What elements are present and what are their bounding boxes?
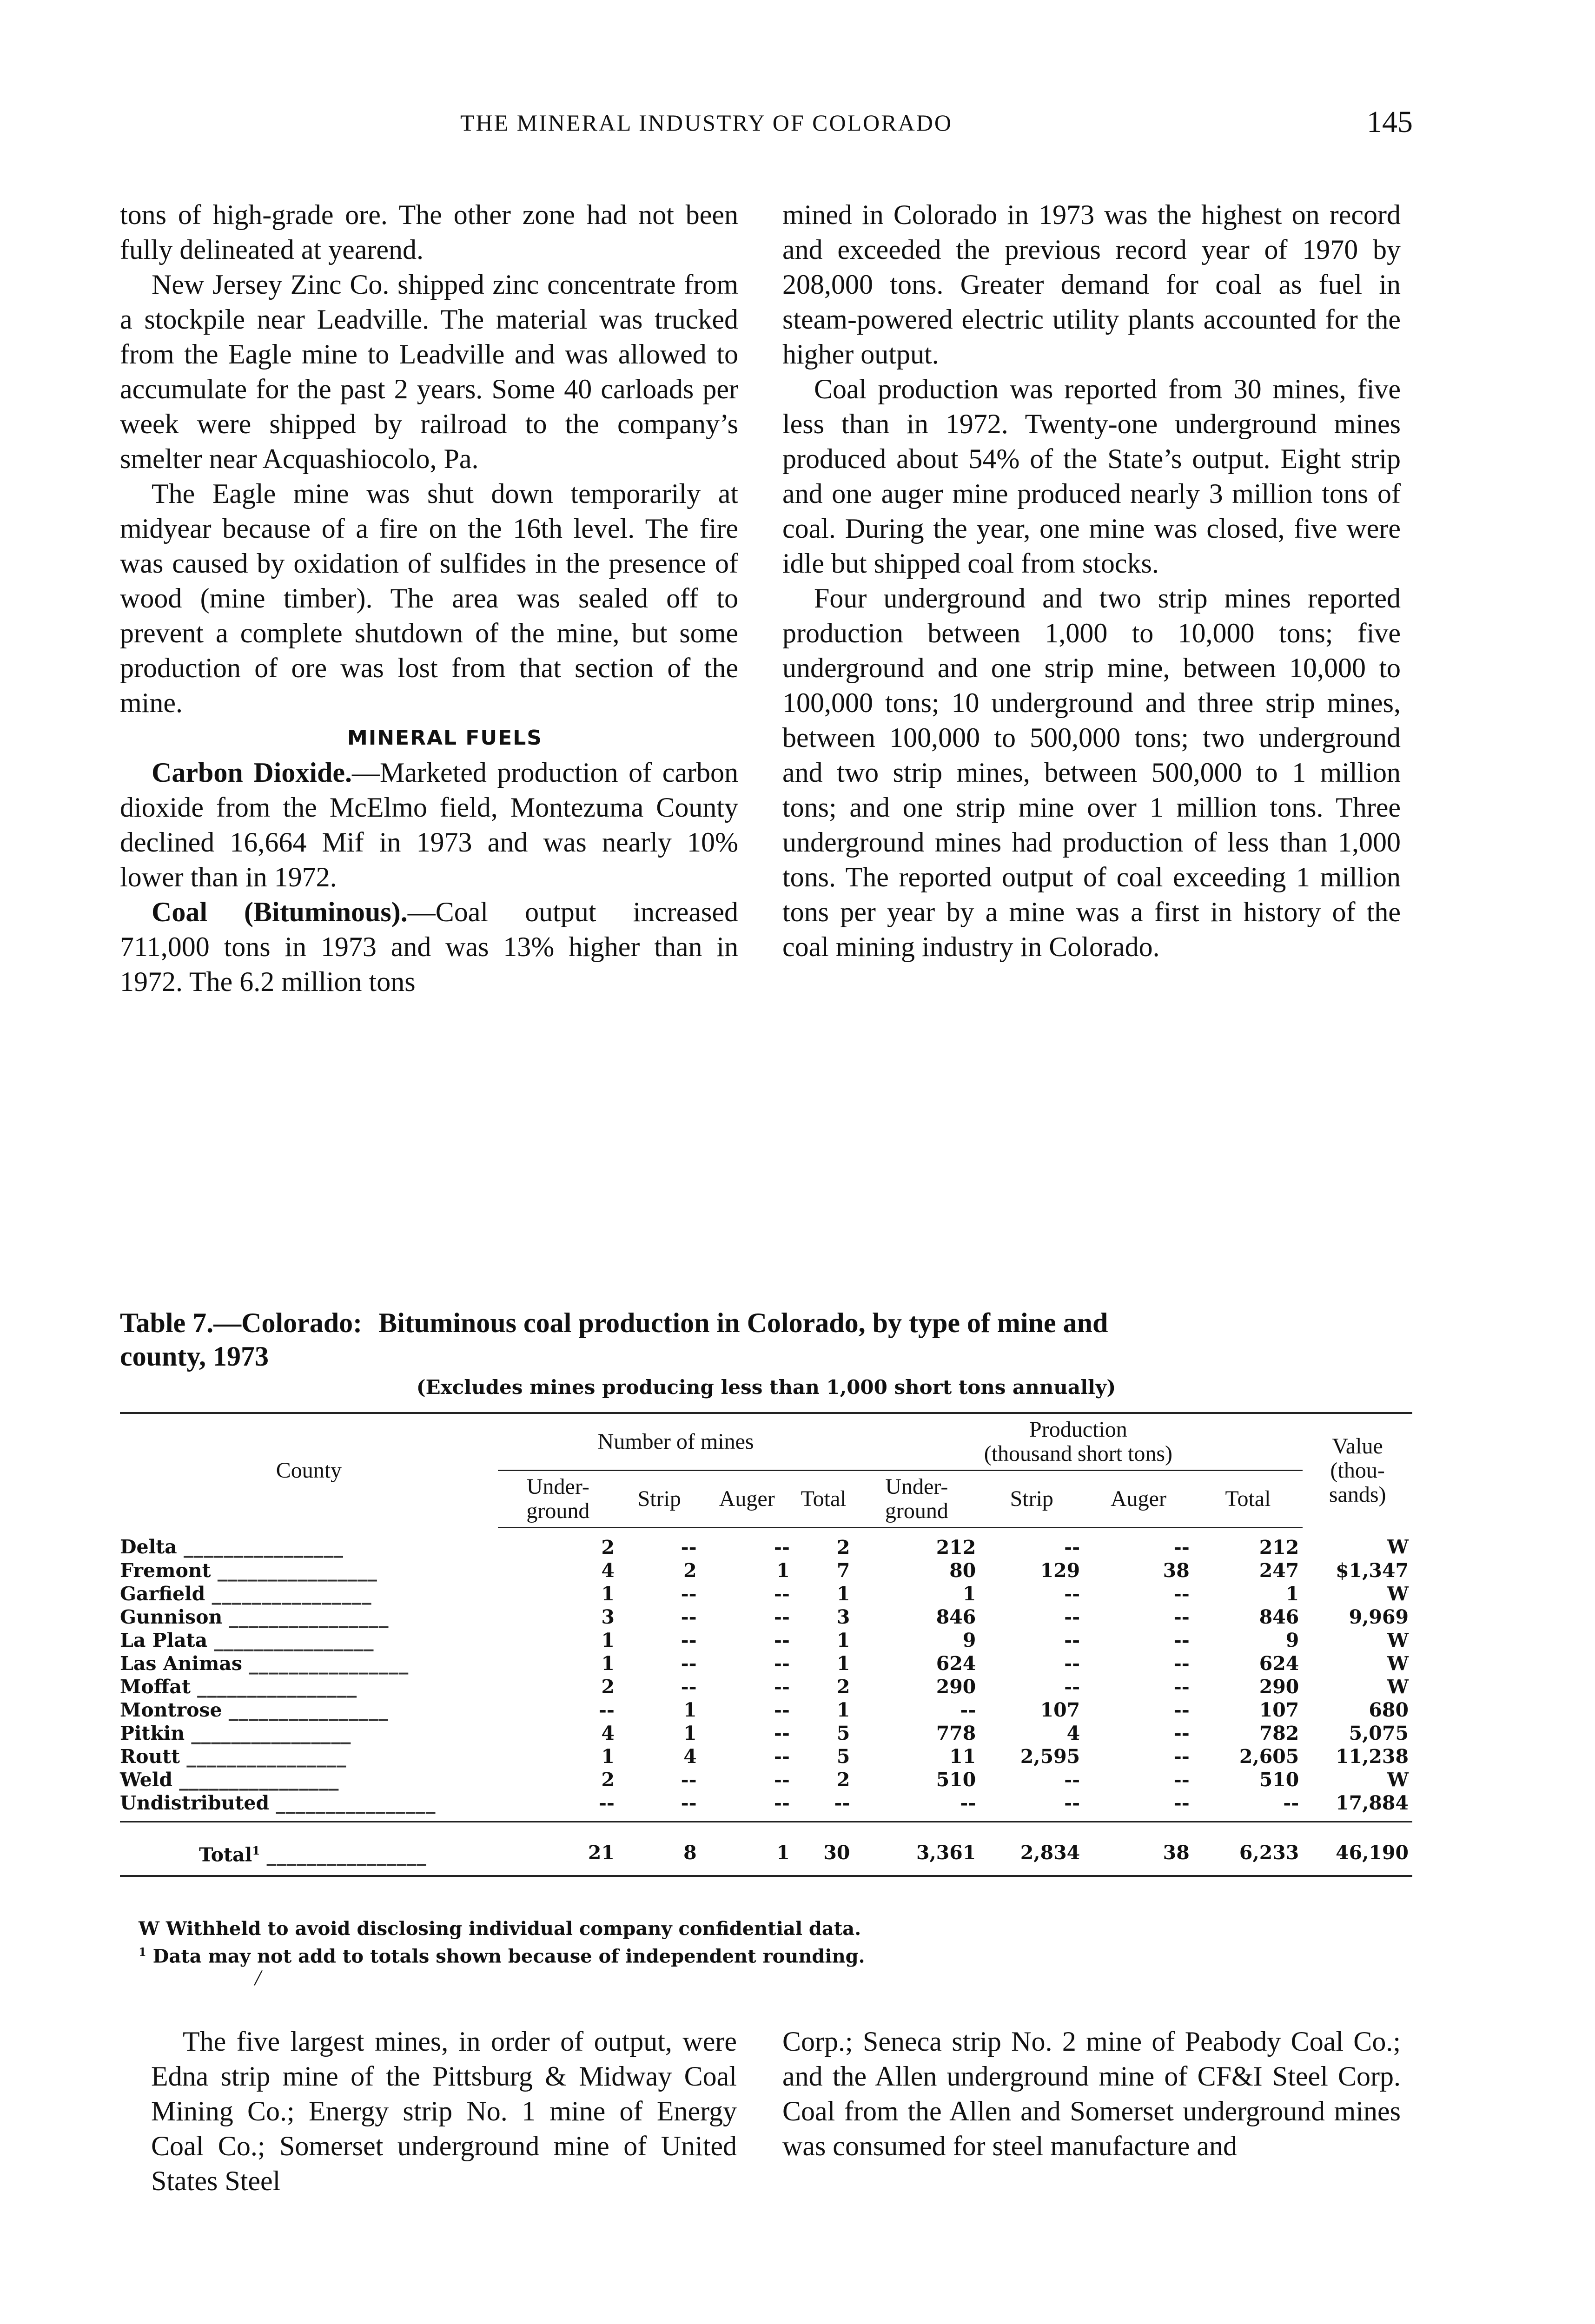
cell-m-strip: -- [681,1629,697,1651]
table-row [120,1745,1412,1768]
dot-leader: ________________ [197,1676,357,1698]
county-name: Las Animas [120,1652,242,1675]
paragraph: Four underground and two strip mines reported production between 1,000 to 10,000 tons; five underground and one strip mine, between 10,000 to 100,000 tons; 10 underground and three strip mines, between 100,000 to 500,000 tons; two underground and two strip mines, between 500,000 to 1 million tons; and one strip mine over 1 million tons. Three underground mines had production of less than 1,000 tons. The reported output of coal exceeding 1 million tons per year by a mine was a first in history of the coal mining industry in Colorado. [782,583,1401,962]
cell-p-under: 9 [962,1629,976,1651]
dot-leader: ________________ [276,1792,436,1814]
cell-m-auger: -- [774,1699,790,1721]
paragraph: Coal production was reported from 30 mines, five less than in 1972. Twenty-one underground mines produced about 54% of the State’s output. Eight strip and one auger mine produced nearly 3 million tons of coal. During the year, one mine was closed, five were idle but shipped coal from stocks. [782,374,1401,579]
county-cell [120,1528,498,1559]
cell-m-strip: -- [681,1536,697,1558]
cell-p-strip: -- [1064,1792,1080,1814]
cell-p-under: 290 [936,1676,976,1698]
page-number: 145 [1367,105,1413,139]
cell-p-strip: 107 [1040,1699,1080,1721]
table-row [120,1768,1412,1791]
cell-m-under: 1 [601,1583,615,1605]
cell-m-total: 5 [836,1722,850,1744]
cell-m-under: 4 [601,1559,615,1582]
dot-leader: ________________ [228,1699,389,1721]
header-mines-underground: Under-ground [498,1471,618,1528]
cell-p-total: 107 [1259,1699,1299,1721]
cell-m-auger: -- [774,1769,790,1791]
footnote-mark: 1 [139,1945,146,1959]
cell-p-under: -- [960,1699,976,1721]
footnote-rounding [120,1941,1412,1968]
cell-m-total: 2 [836,1536,850,1558]
cell-m-under: 1 [601,1652,615,1675]
cell-m-total: 2 [836,1676,850,1698]
county-cell [120,1722,498,1745]
cell-p-auger: -- [1173,1629,1190,1651]
cell-p-auger: -- [1173,1745,1190,1768]
table-row [120,1528,1412,1559]
paragraph: The Eagle mine was shut down temporarily at midyear because of a fire on the 16th level. The fire was caused by oxidation of sulfides in the presence of wood (mine timber). The area was sealed off to prevent a complete shutdown of the mine, but some production of ore was lost from that section of the mine. [120,478,738,718]
table-row [120,1698,1412,1722]
cell-p-total: 290 [1259,1676,1299,1698]
total-m-strip: 8 [618,1822,701,1876]
county-cell [120,1675,498,1698]
cell-p-total: 212 [1259,1536,1299,1558]
cell-m-auger: -- [774,1745,790,1768]
total-p-auger: 38 [1084,1822,1193,1876]
paragraph-carbon-dioxide [120,755,738,895]
cell-p-under: 510 [936,1769,976,1791]
header-production-strip: Strip [980,1471,1084,1528]
dot-leader: ________________ [217,1559,377,1582]
county-name: Fremont [120,1559,211,1582]
cell-p-total: 2,605 [1239,1745,1299,1768]
cell-m-strip: -- [681,1676,697,1698]
cell-p-strip: -- [1064,1629,1080,1651]
table-body [120,1528,1412,1876]
footnote-mark: 1 [252,1844,260,1857]
header-mines-auger: Auger [701,1471,794,1528]
county-cell [120,1559,498,1582]
cell-m-strip: -- [681,1583,697,1605]
cell-p-total: -- [1283,1792,1299,1814]
cell-p-auger: -- [1173,1606,1190,1628]
county-name: Pitkin [120,1722,185,1744]
cell-m-under: -- [598,1699,615,1721]
header-number-of-mines: Number of mines [498,1413,854,1471]
cell-p-strip: -- [1064,1606,1080,1628]
left-column-top [120,198,738,999]
dot-leader: ________________ [212,1583,372,1605]
paragraph: The five largest mines, in order of output, were Edna strip mine of the Pittsburg & Midway Coal Mining Co.; Energy strip No. 1 mine of Energy Coal Co.; Somerset underground mine of United States Steel [151,2026,737,2196]
cell-p-total: 510 [1259,1769,1299,1791]
cell-m-under: 4 [601,1722,615,1744]
county-name: Gunnison [120,1606,223,1628]
cell-p-strip: 2,595 [1020,1745,1080,1768]
county-cell [120,1605,498,1629]
footnote-text: Data may not add to totals shown because of independent rounding. [152,1945,865,1967]
cell-p-strip: -- [1064,1769,1080,1791]
cell-m-auger: -- [774,1676,790,1698]
footnote-withheld: W Withheld to avoid disclosing individual company confidential data. [139,1918,861,1940]
cell-p-auger: -- [1173,1652,1190,1675]
cell-m-strip: 2 [683,1559,697,1582]
cell-p-auger: -- [1173,1722,1190,1744]
county-cell [120,1768,498,1791]
cell-p-under: 846 [936,1606,976,1628]
county-name: Moffat [120,1676,191,1698]
cell-m-total: 7 [836,1559,850,1582]
county-cell [120,1698,498,1722]
cell-m-strip: -- [681,1792,697,1814]
dot-leader: ________________ [179,1769,339,1791]
cell-p-auger: -- [1173,1583,1190,1605]
total-m-under: 21 [498,1822,618,1876]
paragraph: tons of high-grade ore. The other zone had not been fully delineated at yearend. [120,199,738,265]
cell-m-under: 3 [601,1606,615,1628]
cell-value: 17,884 [1336,1792,1409,1814]
table-row [120,1675,1412,1698]
cell-p-strip: -- [1064,1652,1080,1675]
cell-value: W [1387,1536,1409,1558]
dot-leader: ________________ [186,1745,347,1768]
cell-m-under: 2 [601,1676,615,1698]
total-value: 46,190 [1303,1822,1412,1876]
header-mines-total: Total [794,1471,854,1528]
table-footnotes [120,1917,1412,1968]
paragraph: mined in Colorado in 1973 was the highest on record and exceeded the previous record year of 1970 by 208,000 tons. Greater demand for coal as fuel in steam-powered electric utility plants accounted for the higher output. [782,199,1401,370]
cell-p-total: 782 [1259,1722,1299,1744]
cell-p-total: 846 [1259,1606,1299,1628]
cell-p-strip: -- [1064,1536,1080,1558]
cell-m-total: 3 [836,1606,850,1628]
paragraph-text: —Coal output increased 711,000 tons in 1973 and was 13% higher than in 1972. The 6.2 million tons [120,897,738,997]
left-column-bottom [151,2024,737,2199]
total-label: Total [199,1843,252,1866]
cell-p-strip: 4 [1066,1722,1080,1744]
cell-p-under: 11 [949,1745,976,1768]
cell-m-auger: -- [774,1536,790,1558]
cell-p-strip: 129 [1040,1559,1080,1582]
total-m-auger: 1 [701,1822,794,1876]
cell-p-total: 247 [1259,1559,1299,1582]
cell-p-under: 80 [949,1559,976,1582]
county-name: Weld [120,1769,173,1791]
cell-m-strip: 1 [683,1722,697,1744]
cell-p-strip: -- [1064,1676,1080,1698]
county-name: Delta [120,1536,177,1558]
header-production-label: Production [1029,1417,1127,1442]
cell-p-under: 212 [936,1536,976,1558]
county-name: Montrose [120,1699,222,1721]
paragraph: New Jersey Zinc Co. shipped zinc concentrate from a stockpile near Leadville. The material was trucked from the Eagle mine to Leadville and was allowed to accumulate for the past 2 years. Some 40 carloads per week were shipped by railroad to the company’s smelter near Acquashiocolo, Pa. [120,269,738,474]
table-row [120,1559,1412,1582]
cell-m-auger: -- [774,1606,790,1628]
table-row [120,1629,1412,1652]
run-in-heading: Coal (Bituminous). [152,897,408,927]
cell-p-auger: -- [1173,1769,1190,1791]
cell-p-auger: -- [1173,1676,1190,1698]
coal-production-table [120,1412,1412,1877]
cell-m-strip: -- [681,1652,697,1675]
cell-m-under: -- [598,1792,615,1814]
cell-p-total: 9 [1285,1629,1299,1651]
table-row [120,1652,1412,1675]
cell-m-auger: 1 [776,1559,790,1582]
cell-m-total: 1 [836,1699,850,1721]
cell-value: W [1387,1676,1409,1698]
running-head [0,105,1595,146]
cell-m-auger: -- [774,1629,790,1651]
cell-m-total: 1 [836,1629,850,1651]
total-p-strip: 2,834 [980,1822,1084,1876]
total-row [120,1822,1412,1876]
header-production-total: Total [1193,1471,1303,1528]
cell-m-under: 1 [601,1745,615,1768]
cell-m-under: 2 [601,1536,615,1558]
county-cell [120,1745,498,1768]
cell-p-strip: -- [1064,1583,1080,1605]
header-production-underground: Under-ground [854,1471,980,1528]
cell-m-total: 1 [836,1583,850,1605]
cell-value: 5,075 [1349,1722,1409,1744]
cell-p-auger: 38 [1163,1559,1190,1582]
county-name: Undistributed [120,1792,270,1814]
cell-value: W [1387,1629,1409,1651]
cell-m-auger: -- [774,1722,790,1744]
header-production [854,1413,1303,1471]
cell-value: W [1387,1769,1409,1791]
cell-p-under: -- [960,1792,976,1814]
cell-value: W [1387,1652,1409,1675]
cell-p-auger: -- [1173,1536,1190,1558]
cell-m-strip: 1 [683,1699,697,1721]
cell-m-under: 1 [601,1629,615,1651]
cell-m-auger: -- [774,1652,790,1675]
header-production-auger: Auger [1084,1471,1193,1528]
cell-p-auger: -- [1173,1792,1190,1814]
cell-p-under: 778 [936,1722,976,1744]
header-value-unit: (thou-sands) [1329,1458,1386,1507]
dot-leader: ________________ [184,1536,344,1558]
total-p-total: 6,233 [1193,1822,1303,1876]
dot-leader: ________________ [249,1652,409,1675]
county-name: Routt [120,1745,180,1768]
cell-p-total: 1 [1285,1583,1299,1605]
county-name: La Plata [120,1629,208,1651]
header-mines-strip: Strip [618,1471,701,1528]
cell-m-strip: -- [681,1769,697,1791]
run-in-heading: Carbon Dioxide. [152,757,352,788]
cell-p-total: 624 [1259,1652,1299,1675]
header-production-unit: (thousand short tons) [984,1441,1173,1466]
cell-value: 11,238 [1336,1745,1409,1768]
cell-m-strip: 4 [683,1745,697,1768]
header-value [1303,1413,1412,1528]
running-title: THE MINERAL INDUSTRY OF COLORADO [460,110,953,136]
cell-p-auger: -- [1173,1699,1190,1721]
section-heading: MINERAL FUELS [347,726,543,750]
cell-m-strip: -- [681,1606,697,1628]
table-number: Table 7.—Colorado: [120,1307,363,1338]
cell-m-auger: -- [774,1792,790,1814]
header-value-label: Value [1332,1434,1383,1459]
cell-value: 9,969 [1349,1606,1409,1628]
right-column-top [782,198,1401,964]
paragraph: Corp.; Seneca strip No. 2 mine of Peabody Coal Co.; and the Allen underground mine of CF&I Steel Corp. Coal from the Allen and Somerset underground mines was consumed for steel manufacture and [782,2026,1401,2161]
dot-leader: ________________ [191,1722,351,1744]
cell-m-under: 2 [601,1769,615,1791]
cell-p-under: 624 [936,1652,976,1675]
county-cell [120,1791,498,1822]
cell-p-under: 1 [962,1583,976,1605]
county-name: Garfield [120,1583,205,1605]
table-row [120,1605,1412,1629]
header-county: County [276,1458,342,1483]
dot-leader: ________________ [214,1629,374,1651]
cell-value: $1,347 [1336,1559,1409,1582]
cell-m-total: 5 [836,1745,850,1768]
table-title-line1: Bituminous coal production in Colorado, by type of mine and [378,1307,1108,1338]
county-cell [120,1629,498,1652]
right-column-bottom [782,2024,1401,2164]
stray-mark: / [255,1966,261,1990]
cell-m-total: 1 [836,1652,850,1675]
paragraph-coal [120,895,738,999]
table-row [120,1722,1412,1745]
dot-leader: ________________ [266,1843,427,1866]
county-cell [120,1582,498,1605]
cell-m-auger: -- [774,1583,790,1605]
cell-value: W [1387,1583,1409,1605]
total-m-total: 30 [794,1822,854,1876]
cell-value: 680 [1369,1699,1409,1721]
total-p-under: 3,361 [854,1822,980,1876]
table-title-line2: county, 1973 [120,1341,269,1372]
table-caption [120,1306,1412,1373]
dot-leader: ________________ [229,1606,389,1628]
cell-m-total: 2 [836,1769,850,1791]
table-subcaption: (Excludes mines producing less than 1,000 short tons annually) [416,1376,1116,1399]
total-label-cell [120,1822,498,1876]
county-cell [120,1652,498,1675]
table-row [120,1582,1412,1605]
paragraph-text: —Marketed production of carbon dioxide from the McElmo field, Montezuma County declined 16,664 Mif in 1973 and was nearly 10% lower than in 1972. [120,757,738,892]
table-row [120,1791,1412,1822]
cell-m-total: -- [834,1792,850,1814]
